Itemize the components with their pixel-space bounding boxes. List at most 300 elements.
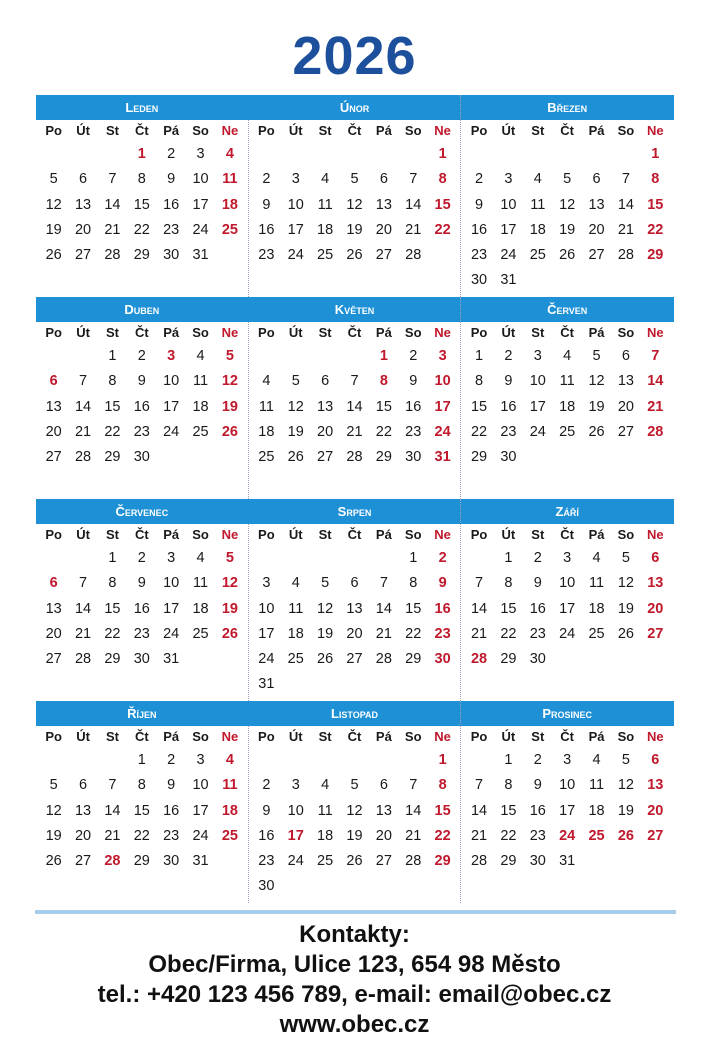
day-cell: 1 [379,348,388,364]
day-name: Po [470,123,488,138]
day-cell: 30 [258,878,275,895]
week-row [461,824,673,849]
week-row [249,824,461,849]
divider [35,910,676,914]
day-name: Ne [646,325,664,340]
empty-cell [281,874,310,899]
day-name: Pá [588,325,605,340]
day-cell: 13 [45,600,62,617]
day-cell: 19 [221,398,238,415]
day-cell: 15 [470,398,488,415]
day-name: Út [76,527,90,542]
day-cell: 25 [221,827,238,844]
day-name: Út [288,325,303,340]
day-cell: 23 [405,423,422,440]
day-name: Po [258,527,275,542]
day-cell: 30 [500,449,517,466]
day-cell: 18 [258,423,275,440]
month-row [36,701,673,903]
week-row [461,369,673,394]
week-row [36,748,248,773]
day-name: St [318,325,332,340]
day-cell: 5 [621,550,630,566]
day-cell: 26 [45,853,62,870]
empty-cell [98,748,127,773]
day-cell: 10 [500,196,517,213]
day-cell: 1 [474,348,484,364]
empty-cell [39,142,68,167]
day-cell: 4 [533,171,542,188]
day-cell: 2 [474,171,484,188]
day-cell: 1 [438,146,447,162]
empty-cell [39,546,68,571]
day-cell: 10 [559,575,576,592]
day-names-row [36,120,248,142]
day-name: St [318,729,332,744]
week-row [36,243,248,268]
day-cell: 14 [405,196,422,213]
day-cell: 18 [192,600,209,617]
empty-cell [611,142,640,167]
day-name: So [617,325,635,340]
day-cell: 31 [559,853,576,870]
day-cell: 21 [647,398,664,415]
day-cell: 1 [108,348,117,364]
day-cell: 23 [529,827,546,844]
day-cell: 23 [470,247,488,264]
day-cell: 11 [222,777,238,794]
day-name: Čt [347,527,362,542]
day-cell: 26 [45,247,62,264]
day-name: Ne [434,527,451,542]
day-cell: 31 [500,272,517,289]
day-cell: 19 [45,827,62,844]
empty-cell [582,849,611,874]
day-cell: 31 [192,247,209,264]
day-cell: 6 [651,550,660,566]
day-cell: 18 [588,802,605,819]
day-name: Po [45,729,62,744]
day-cell: 19 [559,221,576,238]
day-cell: 26 [317,651,334,668]
day-name: Ne [646,729,664,744]
week-row [461,142,673,167]
day-cell: 20 [45,423,62,440]
week-row [249,799,461,824]
day-name: Po [470,729,488,744]
week-row [249,243,461,268]
day-cell: 5 [350,777,359,794]
day-cell: 14 [104,802,121,819]
day-cell: 13 [74,802,92,819]
day-cell: 23 [529,625,546,642]
day-cell: 22 [434,827,451,844]
day-cell: 4 [592,752,601,768]
day-cell: 20 [74,827,92,844]
year-title: 2026 [292,26,417,86]
day-cell: 7 [79,575,88,592]
day-cell: 3 [167,550,176,566]
day-cell: 31 [434,449,451,466]
day-cell: 19 [346,221,363,238]
contacts-phone-email: tel.: +420 123 456 789, e-mail: email@obec.cz [97,981,612,1008]
day-cell: 20 [346,625,363,642]
day-cell: 2 [533,752,542,768]
day-cell: 25 [588,625,605,642]
contacts-website: www.obec.cz [279,1011,430,1038]
day-cell: 22 [133,221,150,238]
day-name: Ne [221,325,239,340]
day-cell: 20 [375,827,392,844]
day-cell: 7 [474,777,484,794]
day-name: Pá [163,729,180,744]
month-header: Listopad [248,701,461,726]
week-row [461,622,673,647]
week-row [36,142,248,167]
month-header: Říjen [36,701,249,726]
day-cell: 28 [74,449,92,466]
week-row [461,420,673,445]
day-cell: 15 [133,802,150,819]
day-cell: 19 [287,423,304,440]
day-cell: 27 [617,423,634,440]
day-names-row [36,726,248,748]
day-cell: 16 [258,827,275,844]
day-cell: 22 [133,827,150,844]
day-cell: 13 [647,777,664,794]
month-10 [36,701,248,903]
month-11 [248,701,461,903]
day-cell: 2 [262,171,271,188]
day-cell: 4 [225,146,234,162]
empty-cell [494,142,523,167]
month-header: Únor [248,95,461,120]
day-name: Út [76,123,90,138]
day-cell: 16 [405,398,422,415]
empty-cell [552,647,581,672]
day-name: So [617,527,635,542]
day-cell: 31 [163,651,180,668]
day-name: St [318,527,332,542]
week-row [36,193,248,218]
day-name: So [192,729,209,744]
day-cell: 4 [196,348,205,364]
month-header: Srpen [248,499,461,524]
day-cell: 25 [221,221,238,238]
day-cell: 26 [346,247,363,264]
week-row [36,597,248,622]
month-header: Duben [36,297,249,322]
day-cell: 1 [137,146,146,162]
day-cell: 16 [529,600,546,617]
empty-cell [39,344,68,369]
week-row [461,243,673,268]
day-name: Ne [646,527,664,542]
empty-cell [399,874,428,899]
day-cell: 10 [163,575,180,592]
day-cell: 28 [647,423,664,440]
day-cell: 15 [375,398,392,415]
empty-cell [340,748,369,773]
day-cell: 23 [163,827,180,844]
day-cell: 14 [74,600,92,617]
day-cell: 3 [196,146,205,162]
day-names-row [36,524,248,546]
day-cell: 3 [563,752,572,768]
day-names-row [249,524,461,546]
day-name: Pá [163,325,180,340]
contacts-block [0,920,709,1040]
day-cell: 22 [470,423,488,440]
day-cell: 29 [470,449,488,466]
month-row [36,297,673,499]
day-cell: 9 [137,575,146,592]
week-row [36,647,248,672]
empty-cell [369,142,398,167]
day-cell: 26 [346,853,363,870]
empty-cell [611,647,640,672]
day-cell: 30 [163,853,180,870]
day-cell: 25 [317,247,334,264]
day-cell: 24 [434,423,451,440]
week-row [249,622,461,647]
day-cell: 28 [375,651,392,668]
empty-cell [552,445,581,470]
day-name: Út [76,325,90,340]
day-name: Út [288,123,303,138]
day-cell: 8 [438,171,447,188]
day-cell: 8 [504,777,513,794]
day-name: Čt [560,325,575,340]
day-cell: 2 [533,550,542,566]
day-cell: 25 [192,625,209,642]
day-names-row [36,322,248,344]
week-row [461,571,673,596]
day-cell: 27 [74,247,92,264]
day-cell: 25 [588,827,605,844]
day-cell: 18 [221,196,238,213]
day-cell: 24 [163,423,180,440]
empty-cell [464,142,493,167]
day-cell: 2 [137,550,146,566]
day-names-row [461,120,673,142]
day-cell: 24 [258,651,275,668]
day-cell: 16 [434,600,451,617]
day-cell: 3 [167,348,176,364]
empty-cell [369,672,398,697]
day-cell: 18 [317,221,334,238]
day-cell: 22 [104,625,121,642]
day-cell: 19 [617,600,634,617]
day-cell: 19 [617,802,634,819]
day-cell: 6 [49,373,58,390]
day-cell: 11 [258,398,274,415]
day-cell: 5 [291,373,300,390]
empty-cell [369,546,398,571]
day-cell: 3 [196,752,205,768]
day-cell: 24 [287,853,304,870]
day-cell: 5 [49,171,58,188]
day-cell: 3 [291,777,300,794]
contacts-address: Obec/Firma, Ulice 123, 654 98 Město [148,951,561,978]
day-name: Po [45,325,62,340]
week-row [36,622,248,647]
month-header: Červenec [36,499,249,524]
day-cell: 9 [262,196,271,213]
day-name: Po [45,123,62,138]
day-name: Po [470,527,488,542]
day-cell: 17 [500,221,517,238]
day-cell: 8 [651,171,660,188]
day-cell: 25 [258,449,275,466]
day-cell: 9 [409,373,418,390]
day-names-row [249,120,461,142]
day-cell: 14 [647,373,664,390]
week-row [249,193,461,218]
day-name: Čt [560,729,575,744]
day-cell: 2 [167,752,176,768]
empty-cell [310,344,339,369]
empty-cell [281,344,310,369]
month-row [36,499,673,701]
day-cell: 7 [350,373,359,390]
day-cell: 29 [434,853,451,870]
calendar-grid [36,95,673,903]
day-cell: 21 [104,827,121,844]
day-cell: 21 [470,827,488,844]
day-name: Po [258,729,275,744]
day-cell: 6 [350,575,359,592]
day-cell: 24 [529,423,546,440]
day-cell: 6 [379,171,388,188]
day-name: So [617,729,635,744]
week-row [461,597,673,622]
week-row [36,420,248,445]
day-cell: 9 [533,777,542,794]
day-cell: 13 [74,196,92,213]
day-cell: 22 [405,625,422,642]
week-row [249,748,461,773]
day-cell: 11 [559,373,575,390]
day-cell: 1 [504,550,513,566]
day-cell: 9 [167,777,176,794]
day-cell: 5 [225,348,234,364]
day-cell: 5 [321,575,330,592]
day-cell: 14 [617,196,634,213]
empty-cell [68,344,97,369]
day-name: Ne [434,729,451,744]
empty-cell [215,445,244,470]
month-header: Květen [248,297,461,322]
day-cell: 29 [405,651,422,668]
day-name: Út [501,325,516,340]
week-row [461,546,673,571]
day-cell: 18 [221,802,238,819]
day-cell: 1 [438,752,447,768]
day-cell: 30 [529,853,546,870]
day-cell: 21 [617,221,634,238]
day-cell: 7 [379,575,388,592]
day-name: Čt [560,123,575,138]
day-cell: 16 [163,802,180,819]
day-cell: 14 [74,398,92,415]
empty-cell [310,748,339,773]
day-cell: 24 [192,827,209,844]
day-cell: 31 [192,853,209,870]
day-cell: 29 [133,853,150,870]
day-cell: 9 [533,575,542,592]
day-cell: 4 [262,373,271,390]
day-cell: 4 [196,550,205,566]
month-header: Září [461,499,674,524]
day-name: Pá [163,123,180,138]
day-cell: 23 [434,625,451,642]
day-cell: 7 [474,575,484,592]
day-name: St [105,729,119,744]
day-cell: 3 [291,171,300,188]
week-row [249,647,461,672]
day-name: So [192,123,209,138]
empty-cell [428,672,457,697]
day-name: Čt [134,729,149,744]
day-cell: 5 [350,171,359,188]
day-name: Út [501,123,516,138]
day-cell: 27 [375,247,392,264]
week-row [249,874,461,899]
empty-cell [611,268,640,293]
day-cell: 8 [474,373,484,390]
day-name: Ne [434,123,451,138]
day-cell: 21 [470,625,488,642]
week-row [461,344,673,369]
day-cell: 26 [617,625,634,642]
day-cell: 7 [621,171,630,188]
day-cell: 29 [104,449,121,466]
day-cell: 31 [258,676,275,693]
day-cell: 20 [74,221,92,238]
day-name: So [404,325,422,340]
week-row [249,369,461,394]
day-cell: 4 [563,348,572,364]
empty-cell [186,445,215,470]
week-row [461,849,673,874]
day-cell: 27 [317,449,334,466]
day-cell: 12 [45,196,62,213]
day-name: Po [258,123,275,138]
day-cell: 15 [500,600,517,617]
day-cell: 21 [405,827,422,844]
week-row [36,167,248,192]
day-cell: 11 [589,575,605,592]
month-7 [36,499,248,701]
day-name: Ne [221,729,239,744]
empty-cell [310,672,339,697]
empty-cell [340,874,369,899]
day-name: Čt [347,325,362,340]
day-cell: 20 [617,398,634,415]
day-cell: 15 [104,398,121,415]
day-cell: 7 [108,777,117,794]
empty-cell [98,142,127,167]
day-cell: 17 [192,802,209,819]
day-cell: 19 [346,827,363,844]
month-header: Červen [461,297,674,322]
month-row [36,95,673,297]
empty-cell [611,849,640,874]
day-cell: 8 [379,373,388,390]
day-cell: 8 [504,575,513,592]
day-cell: 15 [434,196,451,213]
